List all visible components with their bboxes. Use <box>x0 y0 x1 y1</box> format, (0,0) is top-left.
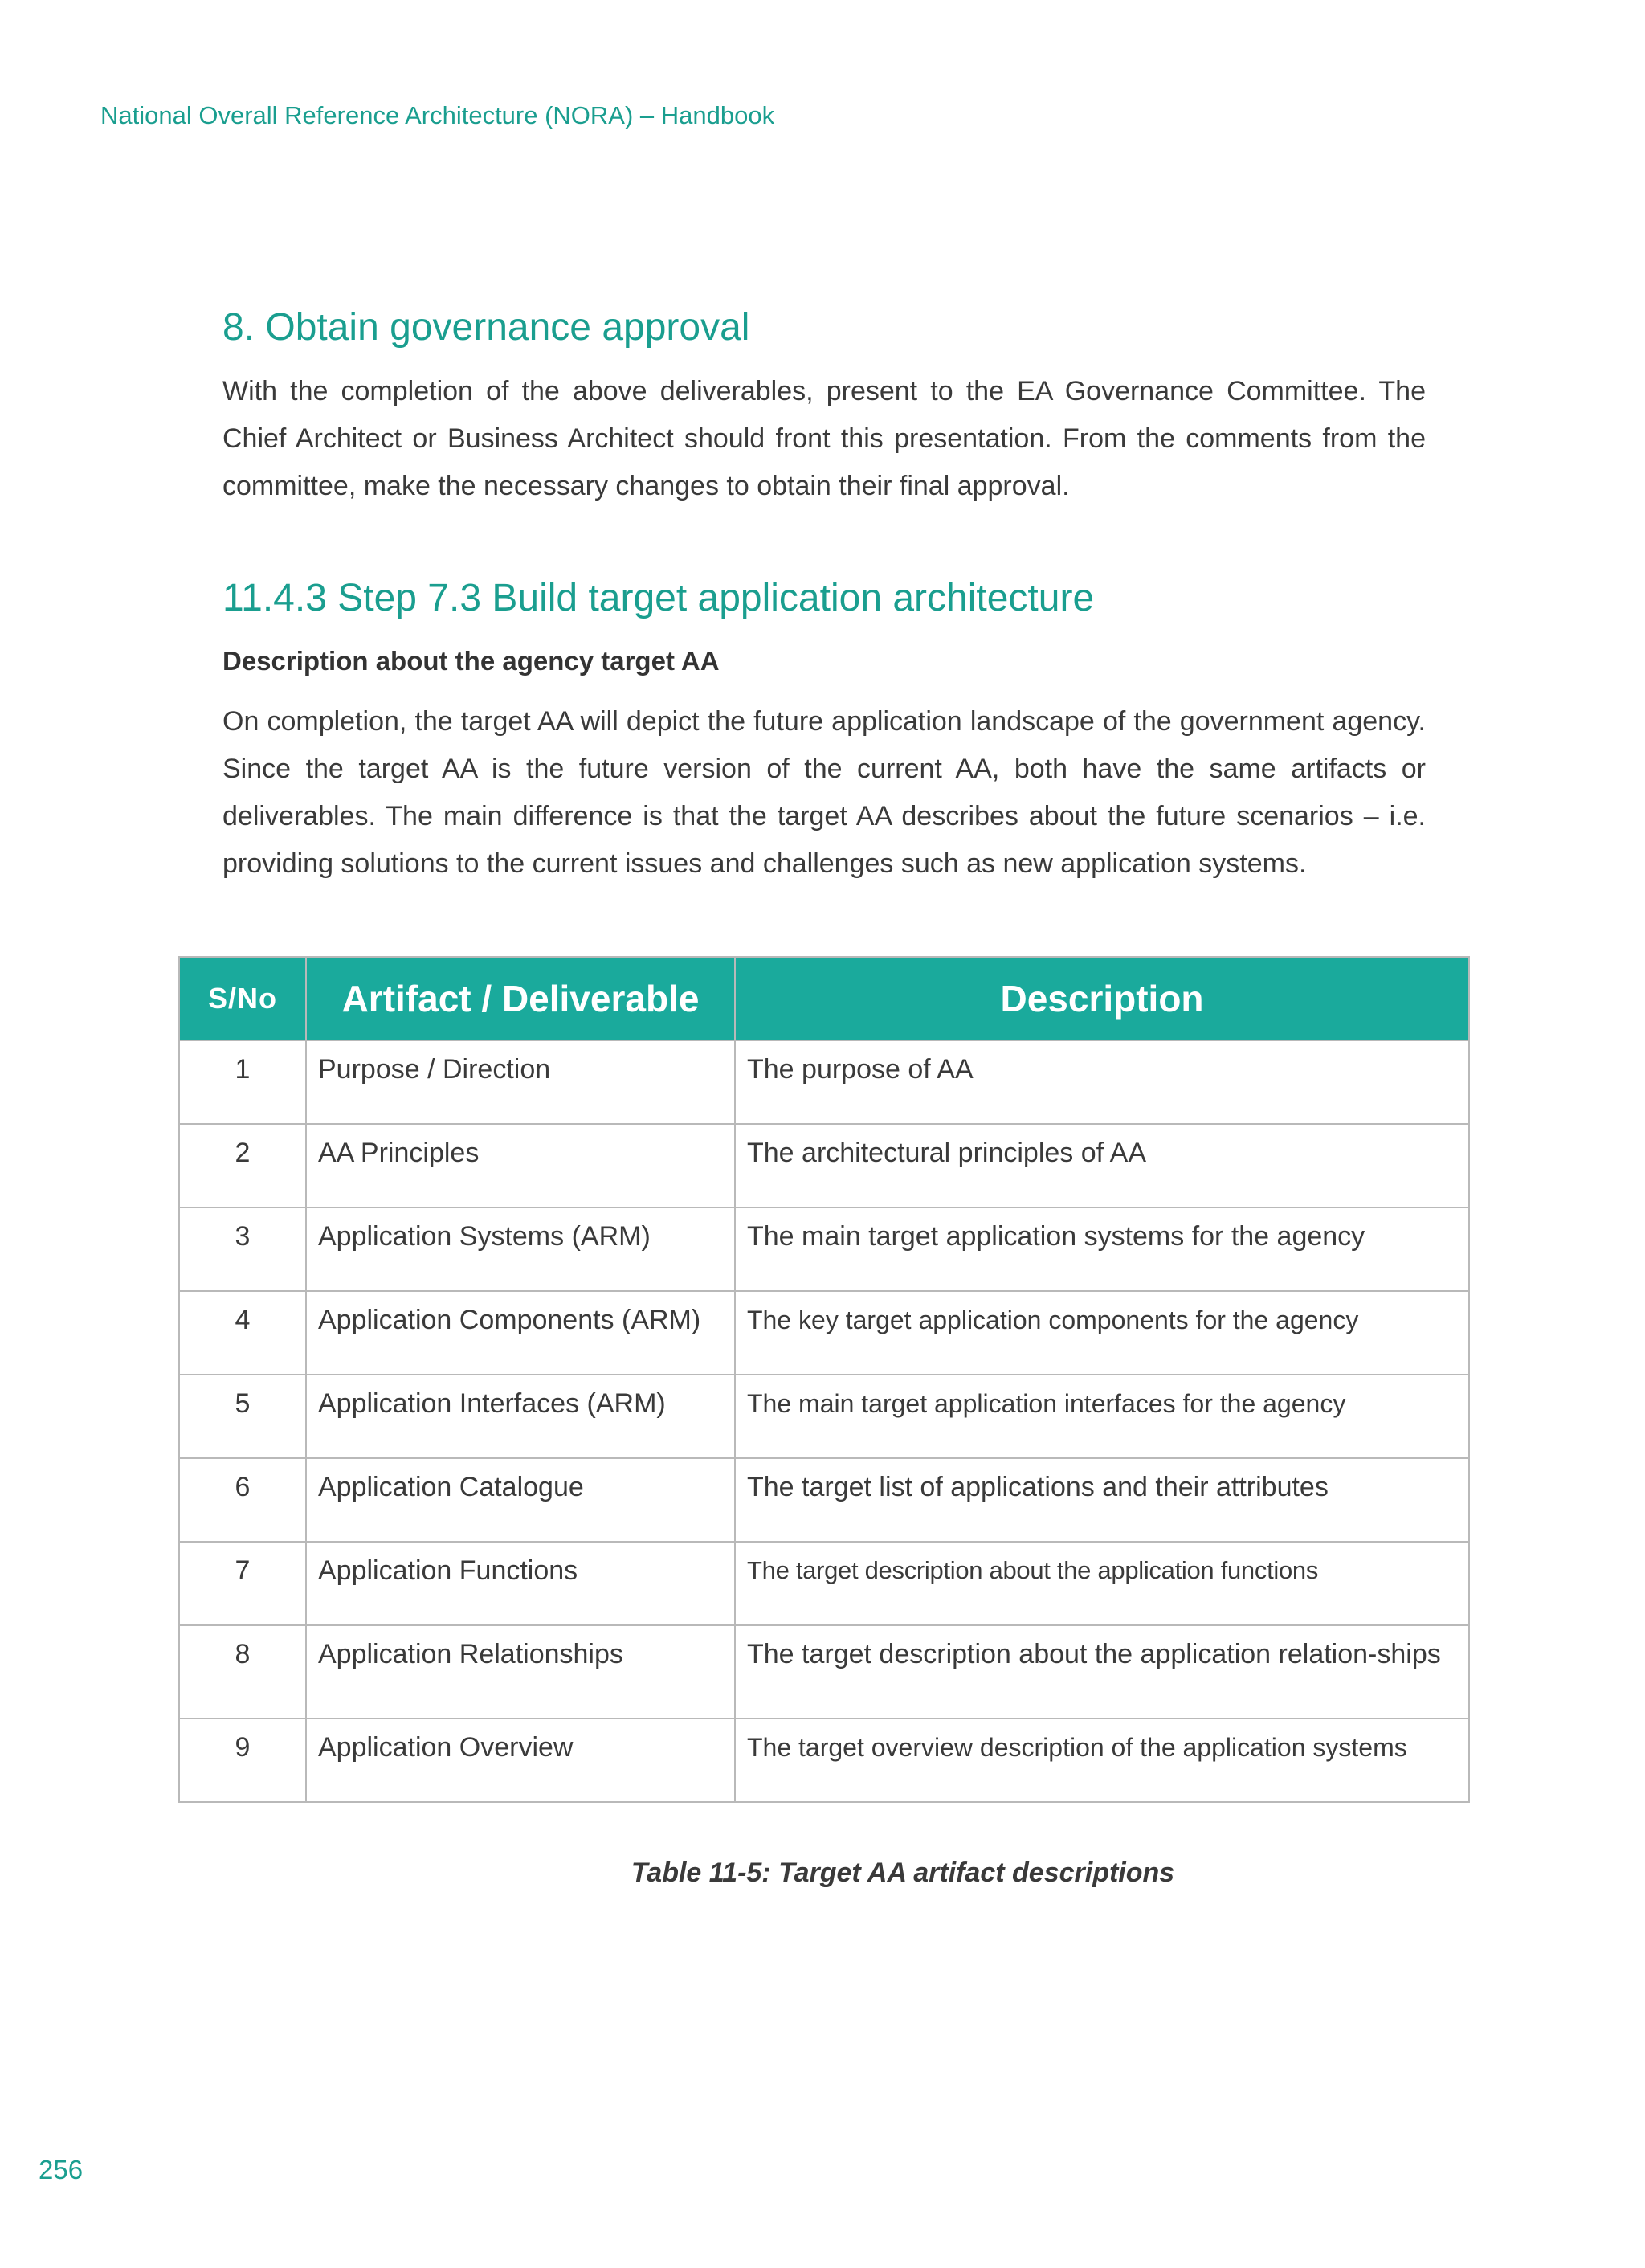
cell-artifact: Application Functions <box>306 1542 735 1625</box>
table-row <box>179 1542 1469 1625</box>
cell-sno: 3 <box>179 1208 306 1291</box>
cell-artifact: Application Components (ARM) <box>306 1291 735 1375</box>
cell-sno: 2 <box>179 1124 306 1208</box>
cell-description: The key target application components for the agency <box>735 1291 1469 1375</box>
table-row <box>179 1291 1469 1375</box>
cell-sno: 5 <box>179 1375 306 1458</box>
table-header-row <box>179 957 1469 1040</box>
cell-description: The main target application interfaces for the agency <box>735 1375 1469 1458</box>
table-caption: Table 11-5: Target AA artifact descriptions <box>631 1857 1175 1888</box>
cell-description: The target description about the application relation-ships <box>735 1625 1469 1718</box>
main-content <box>222 297 1426 888</box>
target-aa-paragraph: On completion, the target AA will depict the future application landscape of the government agency. Since the target AA is the future version of the current AA, both have the same artifacts or deliverables. The main difference is that the target AA describes about the future scenarios – i.e. providing solutions to the current issues and challenges such as new application systems. <box>222 706 1426 879</box>
running-header: National Overall Reference Architecture (NORA) – Handbook <box>100 101 775 129</box>
cell-artifact: Application Catalogue <box>306 1458 735 1542</box>
cell-description: The main target application systems for the agency <box>735 1208 1469 1291</box>
table-row <box>179 1040 1469 1124</box>
cell-description: The target overview description of the application systems <box>735 1718 1469 1802</box>
table-row <box>179 1625 1469 1718</box>
cell-sno: 8 <box>179 1625 306 1718</box>
cell-artifact: Application Systems (ARM) <box>306 1208 735 1291</box>
table-row <box>179 1718 1469 1802</box>
section-title-target-aa: 11.4.3 Step 7.3 Build target application architecture <box>222 577 1095 619</box>
table-row <box>179 1458 1469 1542</box>
governance-paragraph: With the completion of the above deliverables, present to the EA Governance Committee. The Chief Architect or Business Architect should front this presentation. From the comments from the committee, make the necessary changes to obtain their final approval. <box>222 376 1426 501</box>
table-row <box>179 1375 1469 1458</box>
cell-artifact: Purpose / Direction <box>306 1040 735 1124</box>
target-aa-lead: Description about the agency target AA <box>222 646 720 676</box>
cell-sno: 1 <box>179 1040 306 1124</box>
cell-sno: 7 <box>179 1542 306 1625</box>
cell-description: The purpose of AA <box>735 1040 1469 1124</box>
header-sno: S/No <box>179 957 306 1040</box>
header-description: Description <box>735 957 1469 1040</box>
cell-description: The architectural principles of AA <box>735 1124 1469 1208</box>
artifact-table <box>178 956 1470 1803</box>
header-artifact: Artifact / Deliverable <box>306 957 735 1040</box>
page-number: 256 <box>39 2155 84 2184</box>
table-row <box>179 1124 1469 1208</box>
section-title-governance: 8. Obtain governance approval <box>222 306 750 349</box>
cell-sno: 4 <box>179 1291 306 1375</box>
cell-artifact: Application Overview <box>306 1718 735 1802</box>
cell-sno: 6 <box>179 1458 306 1542</box>
cell-sno: 9 <box>179 1718 306 1802</box>
cell-description: The target list of applications and their attributes <box>735 1458 1469 1542</box>
cell-artifact: Application Interfaces (ARM) <box>306 1375 735 1458</box>
cell-artifact: Application Relationships <box>306 1625 735 1718</box>
table-row <box>179 1208 1469 1291</box>
cell-artifact: AA Principles <box>306 1124 735 1208</box>
cell-description: The target description about the application functions <box>735 1542 1469 1625</box>
